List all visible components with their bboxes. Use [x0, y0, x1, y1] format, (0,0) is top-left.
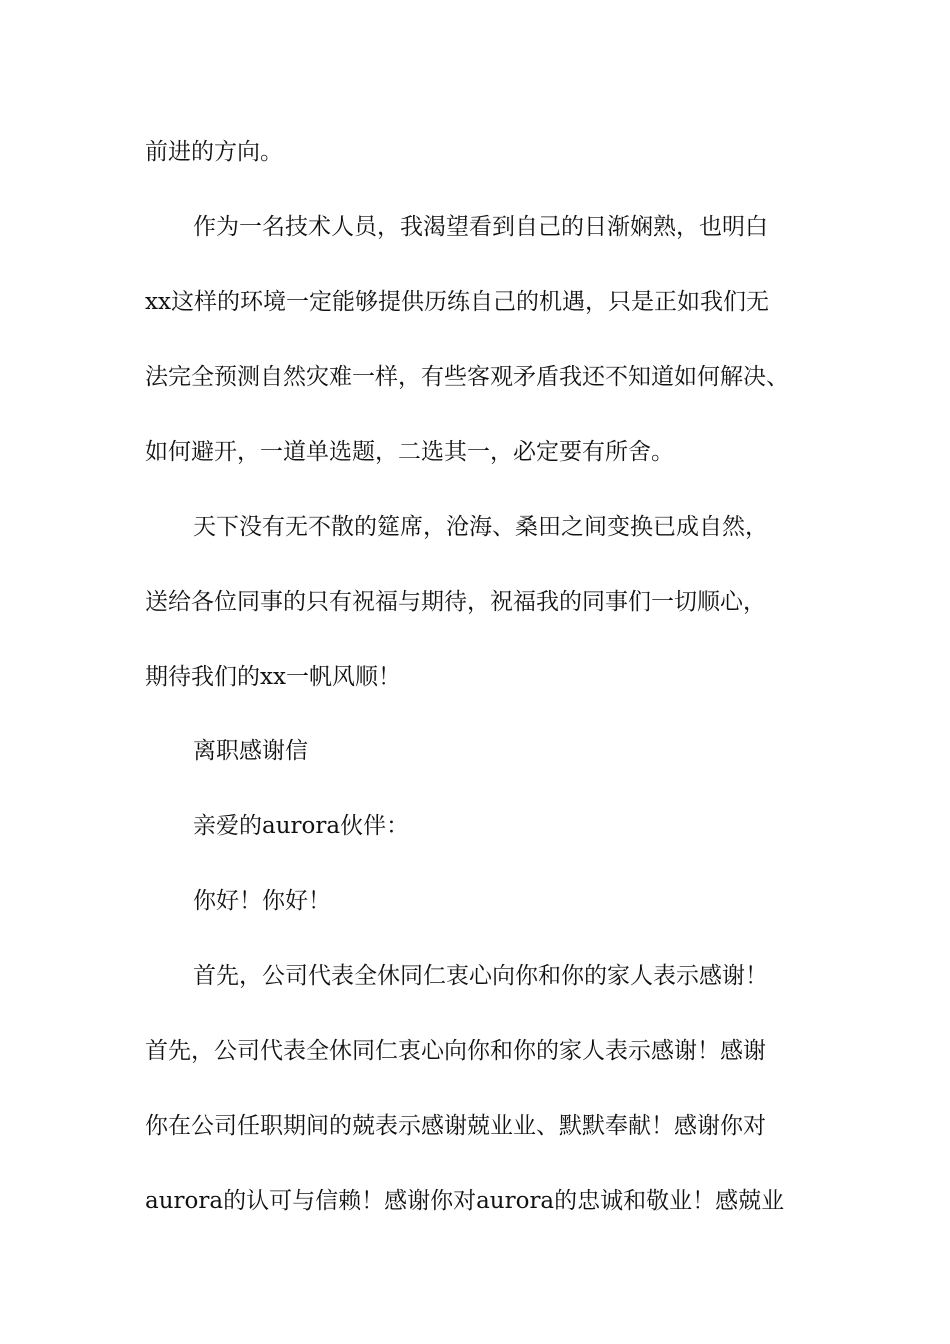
text-line: 你在公司任职期间的兢表示感谢兢业业、默默奉献！感谢你对 [145, 1113, 766, 1139]
text-line: 首先，公司代表全休同仁衷心向你和你的家人表示感谢！感谢 [145, 1038, 766, 1064]
text-line: aurora的认可与信赖！感谢你对aurora的忠诚和敬业！感兢业 [145, 1188, 785, 1214]
text-line: 法完全预测自然灾难一样，有些客观矛盾我还不知道如何解决、 [145, 364, 789, 390]
text-line: 如何避开，一道单选题，二选其一，必定要有所舍。 [145, 439, 674, 465]
letter-greeting: 你好！你好！ [193, 888, 331, 914]
paragraph-line: 作为一名技术人员，我渴望看到自己的日渐娴熟，也明白 [193, 214, 768, 240]
letter-salutation: 亲爱的aurora伙伴： [193, 813, 410, 839]
text-line: 前进的方向。 [145, 139, 283, 165]
text-line: 送给各位同事的只有祝福与期待，祝福我的同事们一切顺心， [145, 589, 766, 615]
letter-title: 离职感谢信 [193, 738, 308, 764]
text-line: 期待我们的xx一帆风顺！ [145, 664, 401, 690]
paragraph-line: 天下没有无不散的筵席，沧海、桑田之间变换已成自然， [193, 514, 768, 540]
paragraph-line: 首先，公司代表全休同仁衷心向你和你的家人表示感谢！ [193, 963, 768, 989]
text-line: xx这样的环境一定能够提供历练自己的机遇，只是正如我们无 [145, 289, 769, 315]
